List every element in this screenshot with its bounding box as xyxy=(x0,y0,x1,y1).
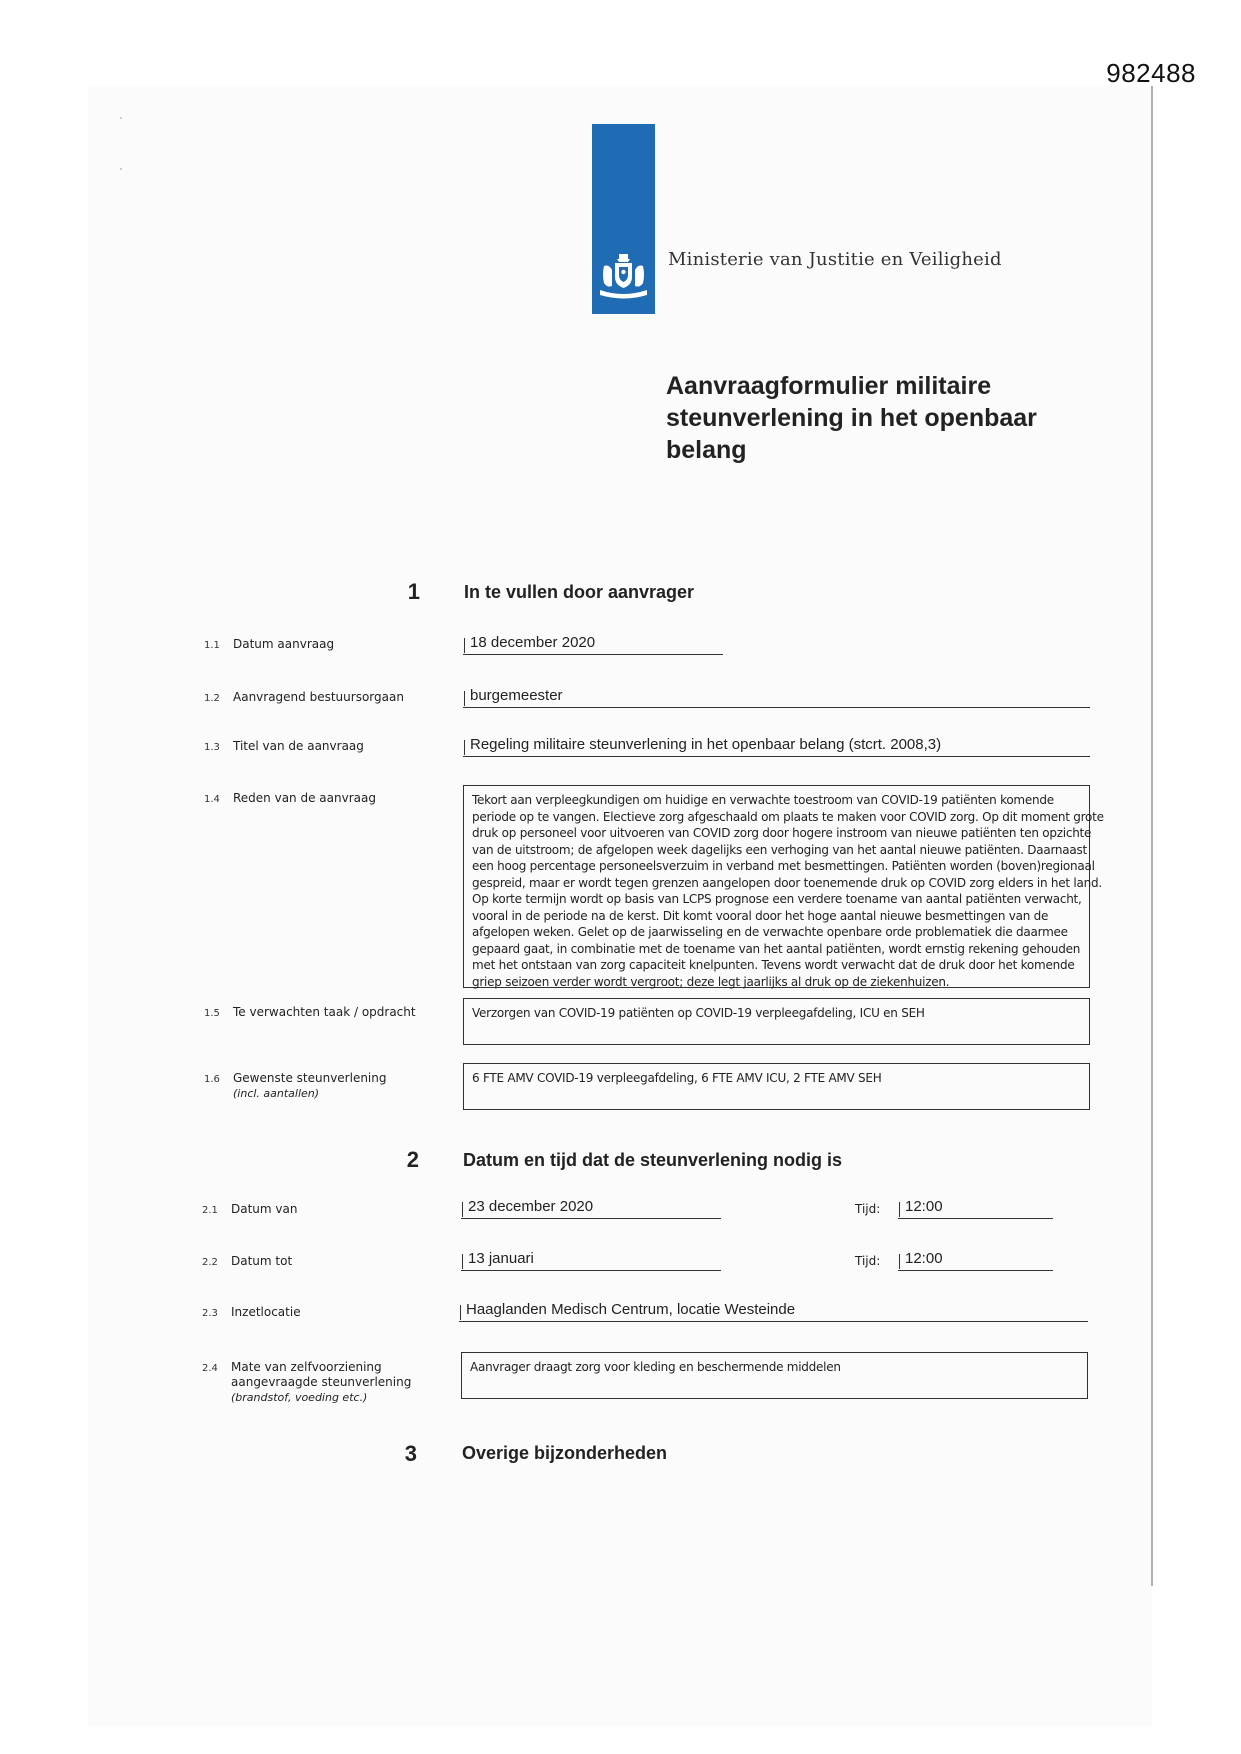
expected-task-field[interactable] xyxy=(463,998,1090,1045)
date-from-field[interactable]: 23 december 2020 xyxy=(461,1197,721,1219)
field-label xyxy=(233,1071,387,1101)
field-number: 1.5 xyxy=(204,1008,220,1019)
field-number: 1.4 xyxy=(204,794,220,805)
document-number: 982488 xyxy=(1106,58,1196,88)
field-label: Datum aanvraag xyxy=(233,637,335,651)
section-number: 1 xyxy=(407,579,420,604)
text-line: afgelopen weken. Gelet op de jaarwisseling en de verwachte openbare orde problematiek die daarmee xyxy=(472,925,1068,939)
time-label: Tijd: xyxy=(855,1202,881,1216)
field-number: 1.2 xyxy=(204,693,220,704)
field-number: 1.1 xyxy=(204,640,220,651)
field-number: 2.1 xyxy=(202,1205,218,1216)
field-label-text: aangevraagde steunverlening xyxy=(231,1375,412,1389)
date-request-field[interactable]: 18 december 2020 xyxy=(463,633,723,655)
field-label xyxy=(231,1360,411,1405)
text-line: griep seizoen verder wordt vergroot; deze legt jaarlijks al druk op de ziekenhuizen. xyxy=(472,974,950,989)
text-line: vooral in de periode na de kerst. Dit komt vooral door het hoge aantal nieuwe besmettingen van de xyxy=(472,908,1049,923)
form-title-line: Aanvraagformulier militaire xyxy=(666,372,992,400)
text-line: gespreid, maar er wordt tegen grenzen aangelopen door toenemende druk op COVID zorg elders in het land. xyxy=(472,875,1102,890)
section-title: Datum en tijd dat de steunverlening nodig is xyxy=(463,1150,843,1170)
government-logo xyxy=(592,124,655,314)
text-line: met het ontstaan van zorg capaciteit knelpunten. Tevens wordt verwacht dat de druk door het komende xyxy=(472,958,1075,972)
date-until-field[interactable]: 13 januari xyxy=(461,1249,721,1271)
field-label: Inzetlocatie xyxy=(231,1305,301,1319)
field-label: Aanvragend bestuursorgaan xyxy=(233,690,404,704)
form-title xyxy=(666,370,1086,466)
field-number: 1.3 xyxy=(204,742,220,753)
ministry-name: Ministerie van Justitie en Veiligheid xyxy=(668,249,1002,270)
text-line: Op korte termijn wordt op basis van LCPS prognose een verdere toename van aantal patiënten verwacht, xyxy=(472,892,1082,906)
field-sublabel: (brandstof, voeding etc.) xyxy=(231,1391,368,1404)
field-value: Verzorgen van COVID-19 patiënten op COVID-19 verpleegafdeling, ICU en SEH xyxy=(472,1006,925,1020)
text-line: Tekort aan verpleegkundigen om huidige en verwachte toestroom van COVID-19 patiënten komende xyxy=(472,793,1054,807)
text-line: van de uitstroom; de afgelopen week dagelijks een verhoging van het aantal nieuwe patiënten. Daarnaast xyxy=(472,842,1087,857)
scan-speck xyxy=(120,168,122,170)
text-line: een hoog percentage personeelsverzuim in verband met besmettingen. Patiënten worden (boven)regionaal xyxy=(472,859,1095,873)
field-label: Titel van de aanvraag xyxy=(233,739,364,753)
section-title: Overige bijzonderheden xyxy=(462,1443,668,1463)
section-number: 3 xyxy=(404,1441,417,1466)
text-line: periode op te vangen. Electieve zorg afgeschaald om plaats te maken voor COVID zorg. Op dit moment grote xyxy=(472,809,1104,824)
time-label: Tijd: xyxy=(855,1254,881,1268)
section-number: 2 xyxy=(406,1147,419,1172)
field-value: Aanvrager draagt zorg voor kleding en beschermende middelen xyxy=(470,1360,841,1374)
self-sufficiency-field[interactable] xyxy=(461,1352,1088,1399)
request-title-field[interactable]: Regeling militaire steunverlening in het openbaar belang (stcrt. 2008,3) xyxy=(463,735,1090,757)
scan-edge-line xyxy=(1151,86,1153,1586)
time-from-field[interactable]: 12:00 xyxy=(898,1197,1053,1219)
field-label-text: Gewenste steunverlening xyxy=(233,1071,387,1085)
field-number: 2.4 xyxy=(202,1363,218,1374)
form-title-line: steunverlening in het openbaar xyxy=(666,404,1037,432)
requested-support-field[interactable] xyxy=(463,1063,1090,1110)
authority-field[interactable]: burgemeester xyxy=(463,686,1090,708)
section-title: In te vullen door aanvrager xyxy=(464,582,695,602)
field-number: 2.2 xyxy=(202,1257,218,1268)
field-value: 6 FTE AMV COVID-19 verpleegafdeling, 6 FTE AMV ICU, 2 FTE AMV SEH xyxy=(472,1071,882,1085)
request-reason-textarea[interactable] xyxy=(463,785,1104,989)
time-until-field[interactable]: 12:00 xyxy=(898,1249,1053,1271)
field-number: 1.6 xyxy=(204,1074,220,1085)
field-label: Datum van xyxy=(231,1202,298,1216)
field-label: Te verwachten taak / opdracht xyxy=(233,1005,416,1019)
field-label-text: Mate van zelfvoorziening xyxy=(231,1360,382,1374)
field-sublabel: (incl. aantallen) xyxy=(233,1087,320,1100)
form-title-line: belang xyxy=(666,436,747,464)
coat-of-arms-icon xyxy=(598,250,649,302)
field-label: Reden van de aanvraag xyxy=(233,791,376,805)
scan-speck xyxy=(120,117,122,119)
field-label: Datum tot xyxy=(231,1254,293,1268)
text-line: druk op personeel voor uitvoeren van COVID zorg door hogere instroom van nieuwe patiënten ten opzichte xyxy=(472,826,1092,840)
field-number: 2.3 xyxy=(202,1308,218,1319)
text-line: gepaard gaat, in combinatie met de toename van het aantal patiënten, wordt ernstig rekening gehouden xyxy=(472,941,1081,956)
deployment-location-field[interactable]: Haaglanden Medisch Centrum, locatie Westeinde xyxy=(459,1300,1088,1322)
